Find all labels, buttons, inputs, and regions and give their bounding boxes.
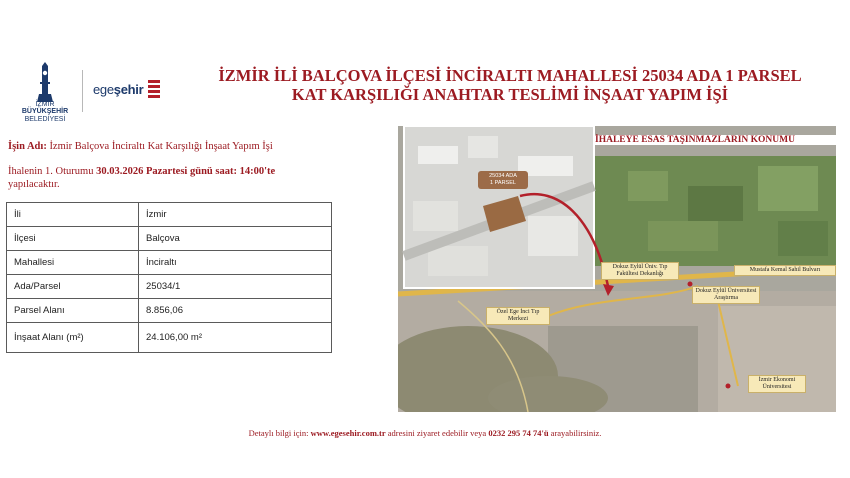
table-value: İzmir: [139, 203, 332, 227]
parcel-tag-line-2: 1 PARSEL: [490, 180, 516, 186]
footer-website-link[interactable]: www.egesehir.com.tr: [310, 428, 386, 438]
table-value: 25034/1: [139, 275, 332, 299]
session-suffix: yapılacaktır.: [8, 179, 60, 190]
table-key: İlçesi: [7, 227, 139, 251]
job-name: [8, 141, 273, 152]
session-info: [8, 165, 328, 191]
egesehir-logo: [93, 77, 160, 101]
footer-suffix: arayabilirsiniz.: [548, 428, 602, 438]
table-value: İnciraltı: [139, 251, 332, 275]
table-row: [7, 203, 332, 227]
table-key: İli: [7, 203, 139, 227]
session-prefix: İhalenin 1. Oturumu: [8, 166, 97, 177]
footer-phone[interactable]: 0232 295 74 74'ü: [488, 428, 549, 438]
table-key: Mahallesi: [7, 251, 139, 275]
izmir-municipality-logo: [15, 62, 75, 124]
table-row: [7, 227, 332, 251]
egesehir-wordmark: egeşehir: [93, 81, 144, 97]
table-value: 8.856,06: [139, 299, 332, 323]
title-line-2: KAT KARŞILIĞI ANAHTAR TESLİMİ İNŞAAT YAPIM İŞİ: [291, 85, 729, 104]
logo-divider: [82, 70, 83, 112]
table-row: [7, 299, 332, 323]
table-value: Balçova: [139, 227, 332, 251]
clock-tower-icon: [15, 62, 75, 104]
session-date: 30.03.2026 Pazartesi günü saat: 14:00'te: [96, 166, 276, 177]
page-title: [180, 66, 840, 104]
footer-prefix: Detaylı bilgi için:: [248, 428, 311, 438]
table-key: Ada/Parsel: [7, 275, 139, 299]
title-line-1: İZMİR İLİ BALÇOVA İLÇESİ İNCİRALTI MAHALLESİ 25034 ADA 1 PARSEL: [218, 66, 802, 85]
table-key: Parsel Alanı: [7, 299, 139, 323]
table-value: 24.106,00 m²: [139, 323, 332, 353]
map-label-deu-tip: Dokuz Eylül Üniv. Tıp Fakültesi Dekanlığı: [601, 262, 679, 280]
logo-line-3: BELEDİYESİ: [24, 116, 66, 123]
map-label-ege-inci: Özel Ege İnci Tıp Merkezi: [486, 307, 550, 325]
footer-contact: [0, 428, 850, 438]
parcel-tag: [478, 171, 528, 189]
job-value: İzmir Balçova İnciraltı Kat Karşılığı İnşaat Yapım İşi: [49, 141, 273, 152]
parcel-info-table: [6, 202, 332, 353]
logo-line-1: İZMİR: [35, 101, 55, 108]
parcel-tag-line-1: 25034 ADA: [489, 173, 517, 179]
map-label-ekonomi: İzmir Ekonomi Üniversitesi: [748, 375, 806, 393]
map-label-sahil: Mustafa Kemal Sahil Bulvarı: [734, 265, 836, 276]
map-label-deu-arastirma: Dokuz Eylül Üniversitesi Araştırma: [692, 286, 760, 304]
table-row: [7, 323, 332, 353]
table-row: [7, 275, 332, 299]
job-label: İşin Adı:: [8, 141, 47, 152]
egesehir-mark-icon: [148, 79, 160, 99]
table-row: [7, 251, 332, 275]
table-key: İnşaat Alanı (m²): [7, 323, 139, 353]
logo-line-2: BÜYÜKŞEHİR: [21, 108, 69, 115]
footer-middle: adresini ziyaret edebilir veya: [385, 428, 489, 438]
map-heading: İHALEYE ESAS TAŞINMAZLARIN KONUMU: [593, 135, 842, 145]
